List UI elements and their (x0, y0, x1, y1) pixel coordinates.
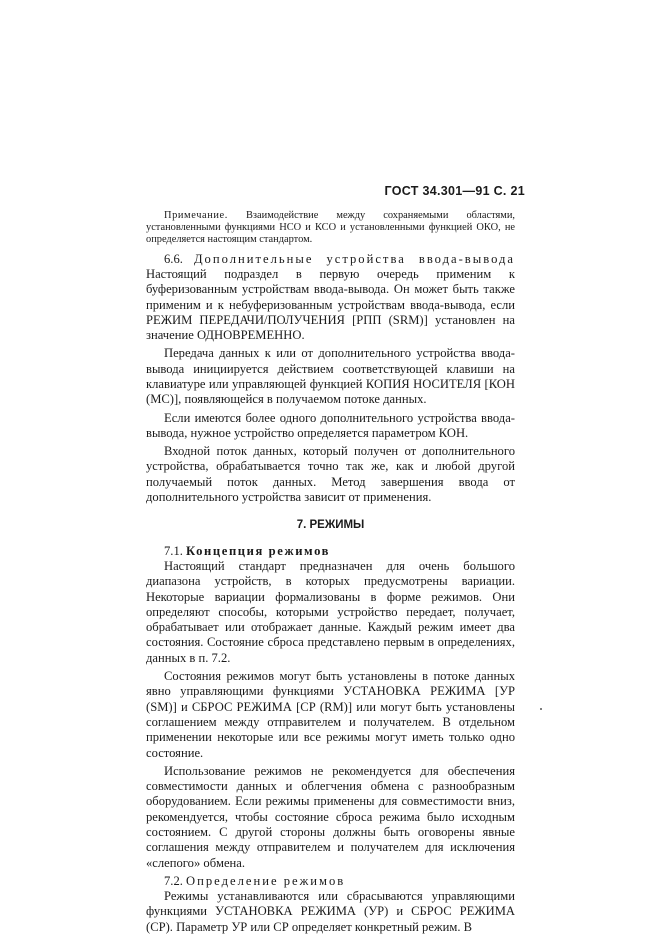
section-6-6-text: Настоящий подраздел в первую очередь применим к буферизованным устройствам ввода-вывода. Он может быть также применим и к небуферизованным устройствам ввода-вывода, если РЕЖИМ ПЕРЕДАЧИ/ПОЛУЧЕНИЯ [РПП (SRM)] установлен на значение ОДНОВРЕМЕННО. (146, 266, 515, 343)
section-7-2-title: Определение режимов (186, 873, 346, 888)
note-text: Взаимодействие между сохраняемыми областями, установленными функциями НСО и КСО и установленными функцией ОКО, не определяется настоящим стандартом. (146, 210, 515, 246)
page-body (146, 210, 515, 938)
section-7-2-heading (146, 874, 515, 889)
section-7-1-paragraph-3: Использование режимов не рекомендуется для обеспечения совместимости данных и облегчения обмена с разнообразным оборудованием. Если режимы применены для совместимости вниз, рекомендуется, чтобы состояние сброса режима было исходным состоянием. С другой стороны должны быть оговорены явные соглашения между отправителем и получателем для исключения «слепого» обмена. (146, 763, 515, 870)
section-7-title: 7. РЕЖИМЫ (296, 519, 365, 532)
section-7-1-title: Концепция режимов (186, 543, 331, 558)
section-7-1-heading (146, 544, 515, 559)
scan-speck (540, 708, 542, 710)
note-label: Примечание. (164, 210, 228, 221)
page-header: ГОСТ 34.301—91 С. 21 (384, 184, 525, 198)
section-7-1-number: 7.1. (164, 543, 183, 558)
section-7-1-paragraph-2: Состояния режимов могут быть установлены в потоке данных явно управляющими функциями УСТАНОВКА РЕЖИМА [УР (SM)] и СБРОС РЕЖИМА [СР (RM)] или могут быть установлены соглашением между отправителем и получателем. В отдельном применении некоторые или все режимы могут иметь только одно состояние. (146, 669, 515, 760)
section-6-6-paragraph-1 (146, 252, 515, 344)
section-6-6-paragraph-2: Передача данных к или от дополнительного устройства ввода-вывода инициируется действием соответствующей клавиши на клавиатуре или управляющей функцией КОПИЯ НОСИТЕЛЯ [КОН (МС)], появляющейся в получаемом потоке данных. (146, 346, 515, 407)
section-6-6-title: Дополнительные устройства ввода-вывода (193, 251, 516, 266)
section-6-6-paragraph-4: Входной поток данных, который получен от дополнительного устройства, обрабатывается точно так же, как и любой другой получаемый поток данных. Метод завершения ввода от дополнительного устройства зависит от применения. (146, 444, 515, 505)
section-7-1-paragraph-1: Настоящий стандарт предназначен для очень большого диапазона устройств, в которых предусмотрены вариации. Некоторые вариации формализованы в форме режимов. Они определяют способы, которыми устройство передает, получает, обрабатывает или отображает данные. Каждый режим имеет два состояния. Состояние сброса представлено первым в определениях, данных в п. 7.2. (146, 558, 515, 665)
note-paragraph (146, 210, 515, 247)
section-7-2-number: 7.2. (164, 873, 183, 888)
section-6-6-number: 6.6. (164, 251, 183, 266)
section-6-6-paragraph-3: Если имеются более одного дополнительного устройства ввода-вывода, нужное устройство определяется параметром КОН. (146, 410, 515, 440)
section-7-2-paragraph-1: Режимы устанавливаются или сбрасываются управляющими функциями УСТАНОВКА РЕЖИМА (УР) и СБРОС РЕЖИМА (СР). Параметр УР или СР определяет конкретный режим. В (146, 889, 515, 934)
